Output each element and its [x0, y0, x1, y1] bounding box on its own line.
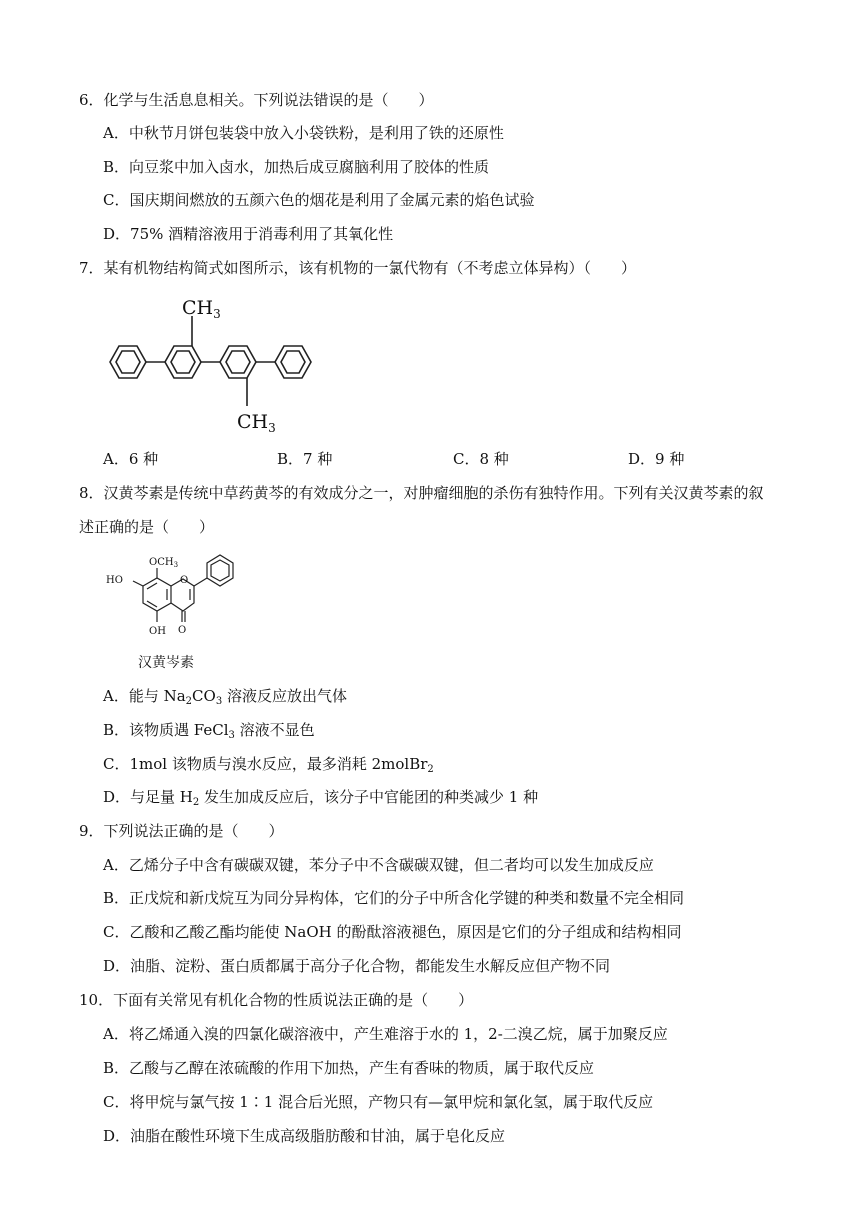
q8-option-b: B．该物质遇 FeCl$_3$ 溶液不显色 [103, 721, 315, 741]
ch3-top-subscript: 3 [213, 307, 221, 321]
och3-label: OCH [149, 557, 174, 568]
q8-stem-line2: 述正确的是（ ） [79, 518, 215, 536]
q9-option-c: C．乙酸和乙酸乙酯均能使 NaOH 的酚酞溶液褪色，原因是它们的分子组成和结构相同 [103, 923, 682, 941]
q6-option-b: B．向豆浆中加入卤水，加热后成豆腐脑利用了胶体的性质 [103, 158, 490, 176]
q9-option-a: A．乙烯分子中含有碳碳双键，苯分子中不含碳碳双键，但二者均可以发生加成反应 [103, 856, 654, 874]
ho-left-label: HO [106, 575, 123, 586]
q8-option-a: A．能与 $Na_2CO_3$ 溶液反应放出气体 [103, 687, 347, 707]
q8-option-c: C．1mol 该物质与溴水反应，最多消耗 2molBr$_2$ [103, 755, 434, 775]
q10-option-a: A．将乙烯通入溴的四氯化碳溶液中，产生难溶于水的 1，2-二溴乙烷，属于加聚反应 [103, 1025, 668, 1043]
ch3-top-label: CH [182, 297, 214, 319]
svg-text:OCH3 [149, 557, 178, 569]
ch3-bottom-label: CH [237, 411, 269, 433]
q6-option-a: A．中秋节月饼包装袋中放入小袋铁粉，是利用了铁的还原性 [103, 124, 504, 142]
q6-stem: 6．化学与生活息息相关。下列说法错误的是（ ） [79, 91, 434, 109]
q6-option-d: D．75% 酒精溶液用于消毒利用了其氧化性 [103, 225, 394, 243]
q7-option-a: A．6 种 [103, 450, 159, 468]
q8-stem-line1: 8．汉黄芩素是传统中草药黄芩的有效成分之一，对肿瘤细胞的杀伤有独特作用。下列有关汉黄芩素的叙 [79, 484, 764, 502]
q10-option-b: B．乙酸与乙醇在浓硫酸的作用下加热，产生有香味的物质，属于取代反应 [103, 1059, 595, 1077]
q8-structure-diagram [100, 550, 260, 675]
q7-option-b: B．7 种 [277, 450, 333, 468]
q10-option-c: C．将甲烷与氯气按 1∶1 混合后光照，产物只有—氯甲烷和氯化氢，属于取代反应 [103, 1093, 654, 1111]
q8-option-d: D．与足量 $H_2$ 发生加成反应后，该分子中官能团的种类减少 1 种 [103, 788, 539, 808]
q7-option-c: C．8 种 [453, 450, 509, 468]
q7-stem: 7．某有机物结构简式如图所示，该有机物的一氯代物有（不考虑立体异构）（ ） [79, 259, 637, 277]
svg-text:CH3 [237, 411, 276, 435]
q7-option-d: D．9 种 [628, 450, 685, 468]
q9-option-d: D．油脂、淀粉、蛋白质都属于高分子化合物，都能发生水解反应但产物不同 [103, 957, 611, 975]
q10-option-d: D．油脂在酸性环境下生成高级脂肪酸和甘油，属于皂化反应 [103, 1127, 506, 1145]
q9-option-b: B．正戊烷和新戊烷互为同分异构体，它们的分子中所含化学键的种类和数量不完全相同 [103, 889, 685, 907]
q9-stem: 9．下列说法正确的是（ ） [79, 822, 284, 840]
och3-subscript: 3 [173, 561, 179, 569]
oh-bottom-label: OH [149, 626, 166, 637]
ring-oxygen-label: O [180, 575, 189, 586]
q7-structure-diagram [100, 288, 380, 436]
svg-text:CH3 [182, 297, 221, 321]
structure-caption: 汉黄岑素 [138, 655, 194, 671]
carbonyl-oxygen-label: O [178, 625, 187, 636]
q6-option-c: C．国庆期间燃放的五颜六色的烟花是利用了金属元素的焰色试验 [103, 191, 535, 209]
q10-stem: 10．下面有关常见有机化合物的性质说法正确的是（ ） [79, 991, 474, 1009]
ch3-bottom-subscript: 3 [268, 421, 276, 435]
